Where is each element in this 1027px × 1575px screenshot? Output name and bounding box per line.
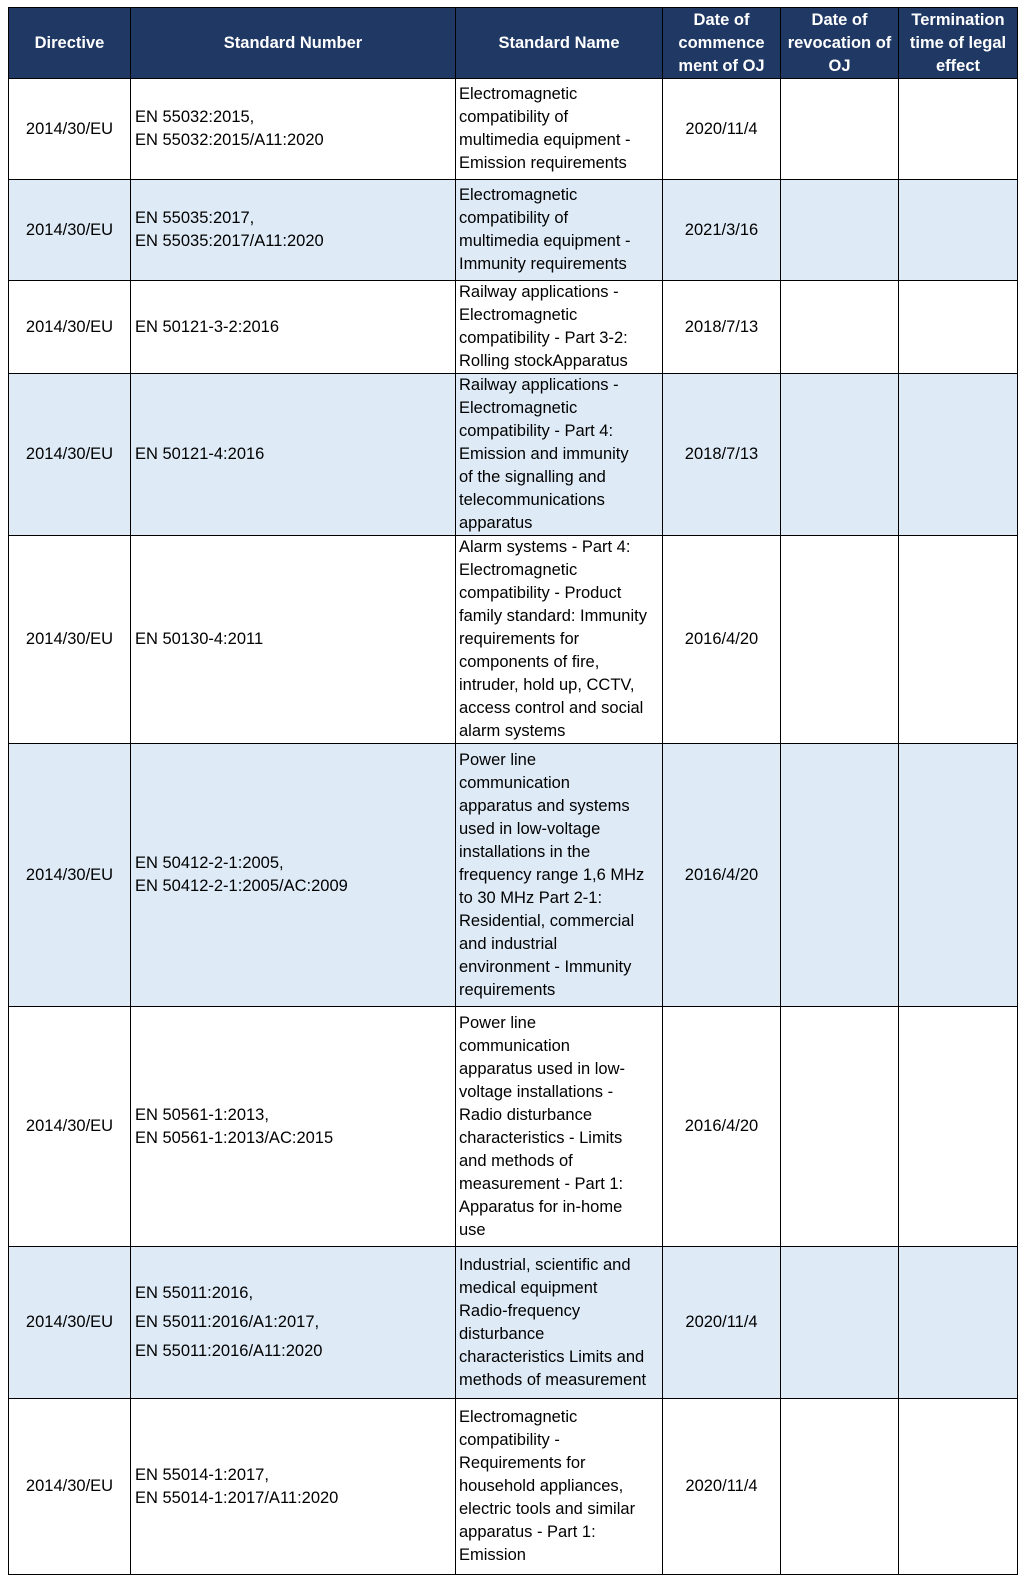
commencement-date-cell: 2021/3/16	[663, 180, 781, 281]
table-row	[9, 79, 1018, 180]
revocation-date-cell	[781, 536, 899, 744]
revocation-date-cell	[781, 1007, 899, 1247]
standard-name-cell: Power line communication apparatus and systems used in low-voltage installations in the frequency range 1,6 MHz to 30 MHz Part 2-1: Residential, commercial and industrial environment - Immunity requirements	[456, 744, 663, 1007]
directive-cell: 2014/30/EU	[9, 536, 131, 744]
commencement-date-cell: 2016/4/20	[663, 1007, 781, 1247]
table-row	[9, 180, 1018, 281]
standard-number-cell: EN 50121-3-2:2016	[131, 281, 456, 374]
revocation-date-cell	[781, 281, 899, 374]
header-row	[9, 8, 1018, 79]
commencement-date-cell: 2016/4/20	[663, 744, 781, 1007]
directive-cell: 2014/30/EU	[9, 1399, 131, 1575]
standard-number-cell: EN 50121-4:2016	[131, 374, 456, 536]
header-directive: Directive	[9, 8, 131, 79]
standard-number-cell: EN 50412-2-1:2005, EN 50412-2-1:2005/AC:2009	[131, 744, 456, 1007]
commencement-date-cell: 2020/11/4	[663, 79, 781, 180]
termination-cell	[899, 536, 1018, 744]
standard-number-cell: EN 55014-1:2017, EN 55014-1:2017/A11:2020	[131, 1399, 456, 1575]
standard-number-cell: EN 50561-1:2013, EN 50561-1:2013/AC:2015	[131, 1007, 456, 1247]
standard-name-cell: Railway applications - Electromagnetic compatibility - Part 4: Emission and immunity of the signalling and telecommunications apparatus	[456, 374, 663, 536]
revocation-date-cell	[781, 1399, 899, 1575]
standard-name-cell: Electromagnetic compatibility of multimedia equipment - Emission requirements	[456, 79, 663, 180]
directive-cell: 2014/30/EU	[9, 744, 131, 1007]
header-standard-number: Standard Number	[131, 8, 456, 79]
header-date-commencement: Date of commence ment of OJ	[663, 8, 781, 79]
termination-cell	[899, 374, 1018, 536]
header-standard-name: Standard Name	[456, 8, 663, 79]
table-row	[9, 744, 1018, 1007]
table-row	[9, 1247, 1018, 1399]
header-termination: Termination time of legal effect	[899, 8, 1018, 79]
revocation-date-cell	[781, 79, 899, 180]
table-row	[9, 374, 1018, 536]
header-date-revocation: Date of revocation of OJ	[781, 8, 899, 79]
standard-name-cell: Railway applications - Electromagnetic compatibility - Part 3-2: Rolling stockApparatus	[456, 281, 663, 374]
table-row	[9, 1007, 1018, 1247]
commencement-date-cell: 2020/11/4	[663, 1399, 781, 1575]
directive-cell: 2014/30/EU	[9, 374, 131, 536]
directive-cell: 2014/30/EU	[9, 1247, 131, 1399]
standard-number-cell: EN 55011:2016, EN 55011:2016/A1:2017, EN 55011:2016/A11:2020	[131, 1247, 456, 1399]
termination-cell	[899, 281, 1018, 374]
revocation-date-cell	[781, 744, 899, 1007]
commencement-date-cell: 2020/11/4	[663, 1247, 781, 1399]
termination-cell	[899, 744, 1018, 1007]
standard-number-cell: EN 50130-4:2011	[131, 536, 456, 744]
revocation-date-cell	[781, 374, 899, 536]
standard-number-cell: EN 55032:2015, EN 55032:2015/A11:2020	[131, 79, 456, 180]
revocation-date-cell	[781, 180, 899, 281]
standard-name-cell: Industrial, scientific and medical equipment Radio-frequency disturbance characteristics Limits and methods of measurement	[456, 1247, 663, 1399]
directive-cell: 2014/30/EU	[9, 1007, 131, 1247]
standard-name-cell: Alarm systems - Part 4: Electromagnetic compatibility - Product family standard: Immunity requirements for components of fire, intruder, hold up, CCTV, access control and social alarm systems	[456, 536, 663, 744]
directive-cell: 2014/30/EU	[9, 79, 131, 180]
termination-cell	[899, 1007, 1018, 1247]
standard-number-cell: EN 55035:2017, EN 55035:2017/A11:2020	[131, 180, 456, 281]
table-row	[9, 281, 1018, 374]
commencement-date-cell: 2018/7/13	[663, 281, 781, 374]
directive-cell: 2014/30/EU	[9, 180, 131, 281]
termination-cell	[899, 79, 1018, 180]
termination-cell	[899, 1399, 1018, 1575]
table-row	[9, 536, 1018, 744]
standard-name-cell: Electromagnetic compatibility of multimedia equipment - Immunity requirements	[456, 180, 663, 281]
termination-cell	[899, 1247, 1018, 1399]
standard-name-cell: Power line communication apparatus used in low- voltage installations - Radio disturbance characteristics - Limits and methods of measurement - Part 1: Apparatus for in-home use	[456, 1007, 663, 1247]
termination-cell	[899, 180, 1018, 281]
revocation-date-cell	[781, 1247, 899, 1399]
standards-table	[8, 7, 1018, 1575]
directive-cell: 2014/30/EU	[9, 281, 131, 374]
standard-name-cell: Electromagnetic compatibility - Requirements for household appliances, electric tools and similar apparatus - Part 1: Emission	[456, 1399, 663, 1575]
commencement-date-cell: 2016/4/20	[663, 536, 781, 744]
commencement-date-cell: 2018/7/13	[663, 374, 781, 536]
table-row	[9, 1399, 1018, 1575]
